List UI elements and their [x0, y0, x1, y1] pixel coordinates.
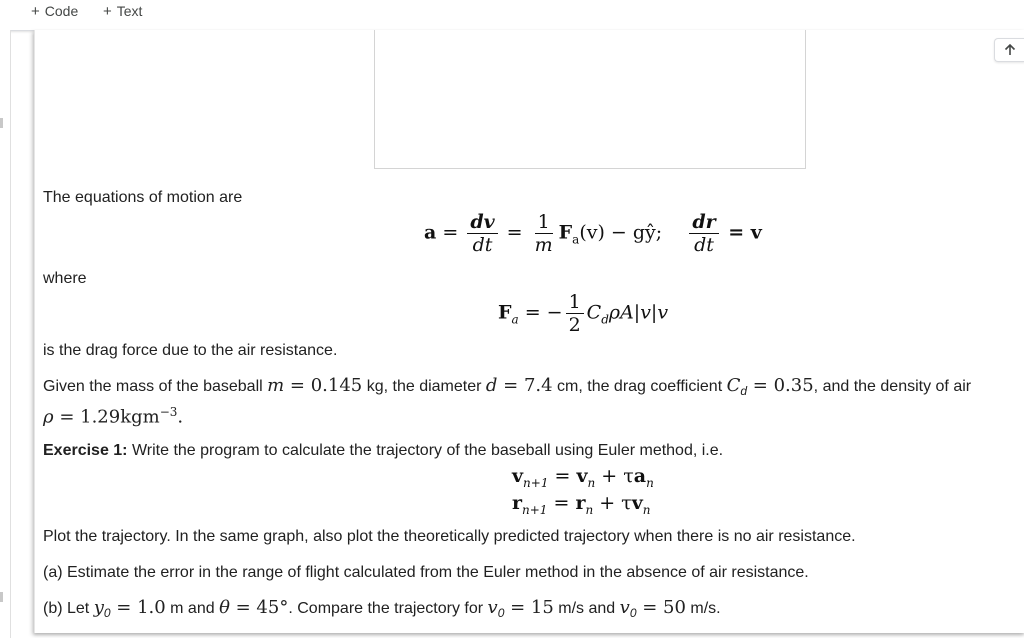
left-gutter	[0, 30, 11, 638]
add-text-button[interactable]	[103, 2, 142, 20]
plus-icon: +	[103, 2, 112, 20]
arrow-up-icon	[1003, 43, 1017, 57]
paragraph-air-density: ρ = 1.29kgm$^{-3}$.	[43, 405, 184, 428]
figure-image	[374, 30, 806, 169]
paragraph-equations-intro: The equations of motion are	[43, 189, 243, 206]
equation-euler-position: $r_{n+1} = r_n + \tau v_n$	[512, 492, 651, 517]
add-code-label: Code	[44, 3, 79, 19]
paragraph-plot-instruction: Plot the trajectory. In the same graph, also plot the theoretically predicted trajectory when there is no air resistance.	[43, 528, 856, 545]
add-text-label: Text	[116, 3, 143, 19]
plus-icon: +	[31, 2, 40, 20]
move-cell-up-button[interactable]	[994, 38, 1024, 62]
equation-drag-force: $F_a$ = − $\frac{1}{2}$ $C_d\rho A|v|v$	[498, 291, 669, 336]
gutter-marker	[0, 118, 3, 128]
question-a: (a) Estimate the error in the range of flight calculated from the Euler method in the absence of air resistance.	[43, 564, 809, 581]
notebook-toolbar	[0, 0, 1024, 31]
question-b: (b) Let $y_0 = 1.0$ m and θ = 45°. Compare the trajectory for $v_0 = 15$ m/s and $v_0 = 50$ m/s.	[43, 597, 721, 621]
exercise-heading: Exercise 1: Write the program to calculate the trajectory of the baseball using Euler method, i.e.	[43, 442, 724, 459]
paragraph-where: where	[43, 270, 87, 287]
add-code-button[interactable]	[31, 2, 78, 20]
paragraph-drag-description: is the drag force due to the air resistance.	[43, 342, 338, 359]
paragraph-given-values: Given the mass of the baseball m = 0.145 kg, the diameter d = 7.4 cm, the drag coefficient $C_d = 0.35$, and the density of air	[43, 375, 972, 399]
equation-euler-velocity: $v_{n+1} = v_n + \tau a_n$	[512, 465, 654, 490]
gutter-marker	[0, 592, 3, 602]
equation-motion: a = $\frac{dv}{dt}$ = $\frac{1}{m}$ $F_a(v)$ − gŷ; $\frac{dr}{dt}$ = v	[424, 211, 762, 256]
